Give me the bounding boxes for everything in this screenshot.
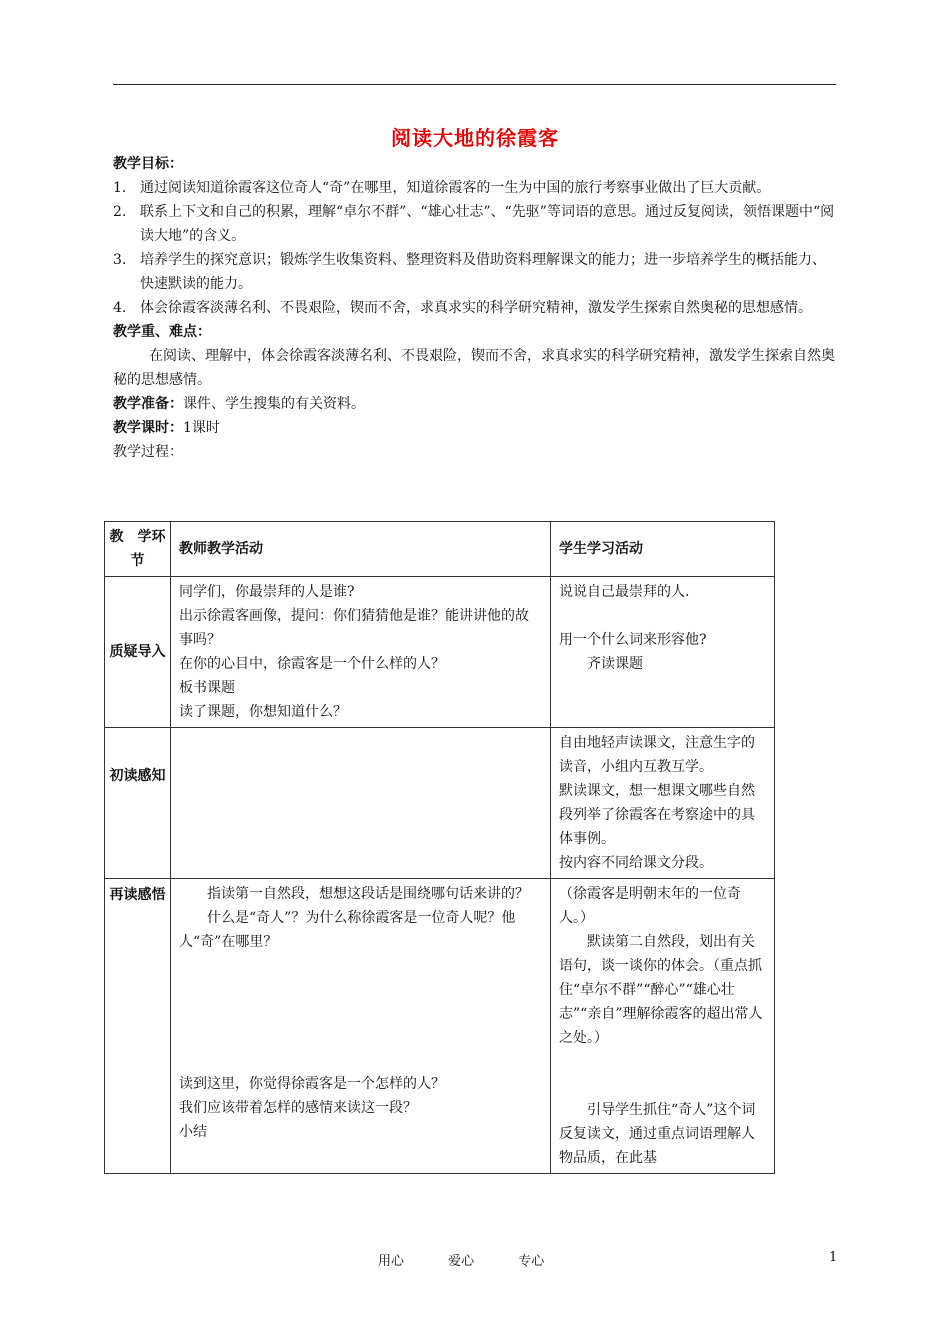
goal-item	[113, 296, 838, 320]
student-cell	[551, 577, 775, 728]
goal-number: 2.	[113, 204, 127, 220]
goal-text: 联系上下文和自己的积累，理解“卓尔不群”、“雄心壮志”、“先驱”等词语的意思。通过反复阅读，领悟课题中“阅读大地”的含义。	[140, 204, 835, 244]
section-label: 质疑导入	[105, 577, 171, 728]
goals-heading: 教学目标：	[113, 156, 183, 172]
goal-item	[113, 200, 838, 248]
student-line: 齐读课题	[587, 656, 643, 672]
header-rule	[113, 84, 836, 85]
header-section: 教 学环节	[105, 522, 171, 577]
section-label: 再读感悟	[105, 879, 171, 1174]
student-line: （徐霞客是明朝末年的一位奇人。）	[559, 886, 741, 926]
teacher-line: 同学们，你最崇拜的人是谁?	[179, 584, 355, 600]
student-line: 自由地轻声读课文，注意生字的读音，小组内互教互学。	[559, 735, 755, 775]
teacher-cell	[171, 577, 551, 728]
teacher-cell	[171, 728, 551, 879]
key-points-heading: 教学重、难点：	[113, 324, 211, 340]
teacher-line: 小结	[179, 1124, 207, 1140]
teacher-line: 出示徐霞客画像，提问：你们猜猜他是谁？能讲讲他的故事吗？	[179, 608, 529, 648]
table-header-row	[105, 522, 775, 577]
teacher-line: 板书课题	[179, 680, 235, 696]
document-body	[113, 152, 838, 464]
prep-label: 教学准备：	[113, 396, 183, 412]
process-label: 教学过程：	[113, 444, 183, 460]
table-row	[105, 728, 775, 879]
goal-number: 1.	[113, 180, 127, 196]
student-line: 默读第二自然段，划出有关语句，谈一谈你的体会。（重点抓住“卓尔不群”“醉心”“雄心壮志”“亲自”理解徐霞客的超出常人之处。）	[559, 934, 763, 1046]
student-line: 用一个什么词来形容他?	[559, 632, 707, 648]
hours-label: 教学课时：	[113, 420, 183, 436]
student-line: 说说自己最崇拜的人.	[559, 584, 690, 600]
goal-text: 培养学生的探究意识；锻炼学生收集资料、整理资料及借助资料理解课文的能力；进一步培养学生的概括能力、快速默读的能力。	[140, 252, 826, 292]
teacher-line: 在你的心目中，徐霞客是一个什么样的人？	[179, 656, 445, 672]
header-student: 学生学习活动	[551, 522, 775, 577]
teacher-line: 指读第一自然段，想想这段话是围绕哪句话来讲的？	[207, 886, 529, 902]
teacher-cell	[171, 879, 551, 1174]
student-line: 默读课文，想一想课文哪些自然段列举了徐霞客在考察途中的具体事例。	[559, 783, 755, 847]
student-line: 引导学生抓住“奇人”这个词反复读文，通过重点词语理解人物品质，在此基	[559, 1102, 756, 1166]
lesson-table	[104, 521, 775, 1174]
student-line: 按内容不同给课文分段。	[559, 855, 713, 871]
header-teacher: 教师教学活动	[171, 522, 551, 577]
teacher-line: 什么是“奇人”？为什么称徐霞客是一位奇人呢？他人“奇”在哪里？	[179, 910, 516, 950]
goal-number: 3.	[113, 252, 127, 268]
key-points-text: 在阅读、理解中，体会徐霞客淡薄名利、不畏艰险，锲而不舍，求真求实的科学研究精神，激发学生探索自然奥秘的思想感情。	[113, 348, 835, 388]
page-title: 阅读大地的徐霞客	[391, 126, 559, 150]
student-line-blank	[559, 604, 766, 628]
teacher-line: 我们应该带着怎样的感情来读这一段？	[179, 1100, 417, 1116]
hours-line	[113, 416, 838, 440]
goal-item	[113, 248, 838, 296]
teacher-line: 读了课题，你想知道什么？	[179, 704, 347, 720]
teacher-spacer	[179, 954, 542, 1072]
student-cell	[551, 879, 775, 1174]
goal-text: 通过阅读知道徐霞客这位奇人“奇”在哪里，知道徐霞客的一生为中国的旅行考察事业做出了巨大贡献。	[140, 180, 771, 196]
section-label: 初读感知	[105, 728, 171, 879]
goal-item	[113, 176, 838, 200]
footer-slogan: 用心 爱心 专心	[378, 1254, 545, 1269]
hours-text: 1课时	[183, 420, 220, 436]
table-row	[105, 879, 775, 1174]
page-number: 1	[829, 1250, 838, 1265]
prep-line	[113, 392, 838, 416]
goal-text: 体会徐霞客淡薄名利、不畏艰险，锲而不舍，求真求实的科学研究精神，激发学生探索自然奥秘的思想感情。	[140, 300, 812, 316]
student-spacer	[559, 1050, 766, 1098]
teacher-line: 读到这里，你觉得徐霞客是一个怎样的人？	[179, 1076, 445, 1092]
prep-text: 课件、学生搜集的有关资料。	[183, 396, 365, 412]
table-row	[105, 577, 775, 728]
student-cell	[551, 728, 775, 879]
goal-number: 4.	[113, 300, 127, 316]
